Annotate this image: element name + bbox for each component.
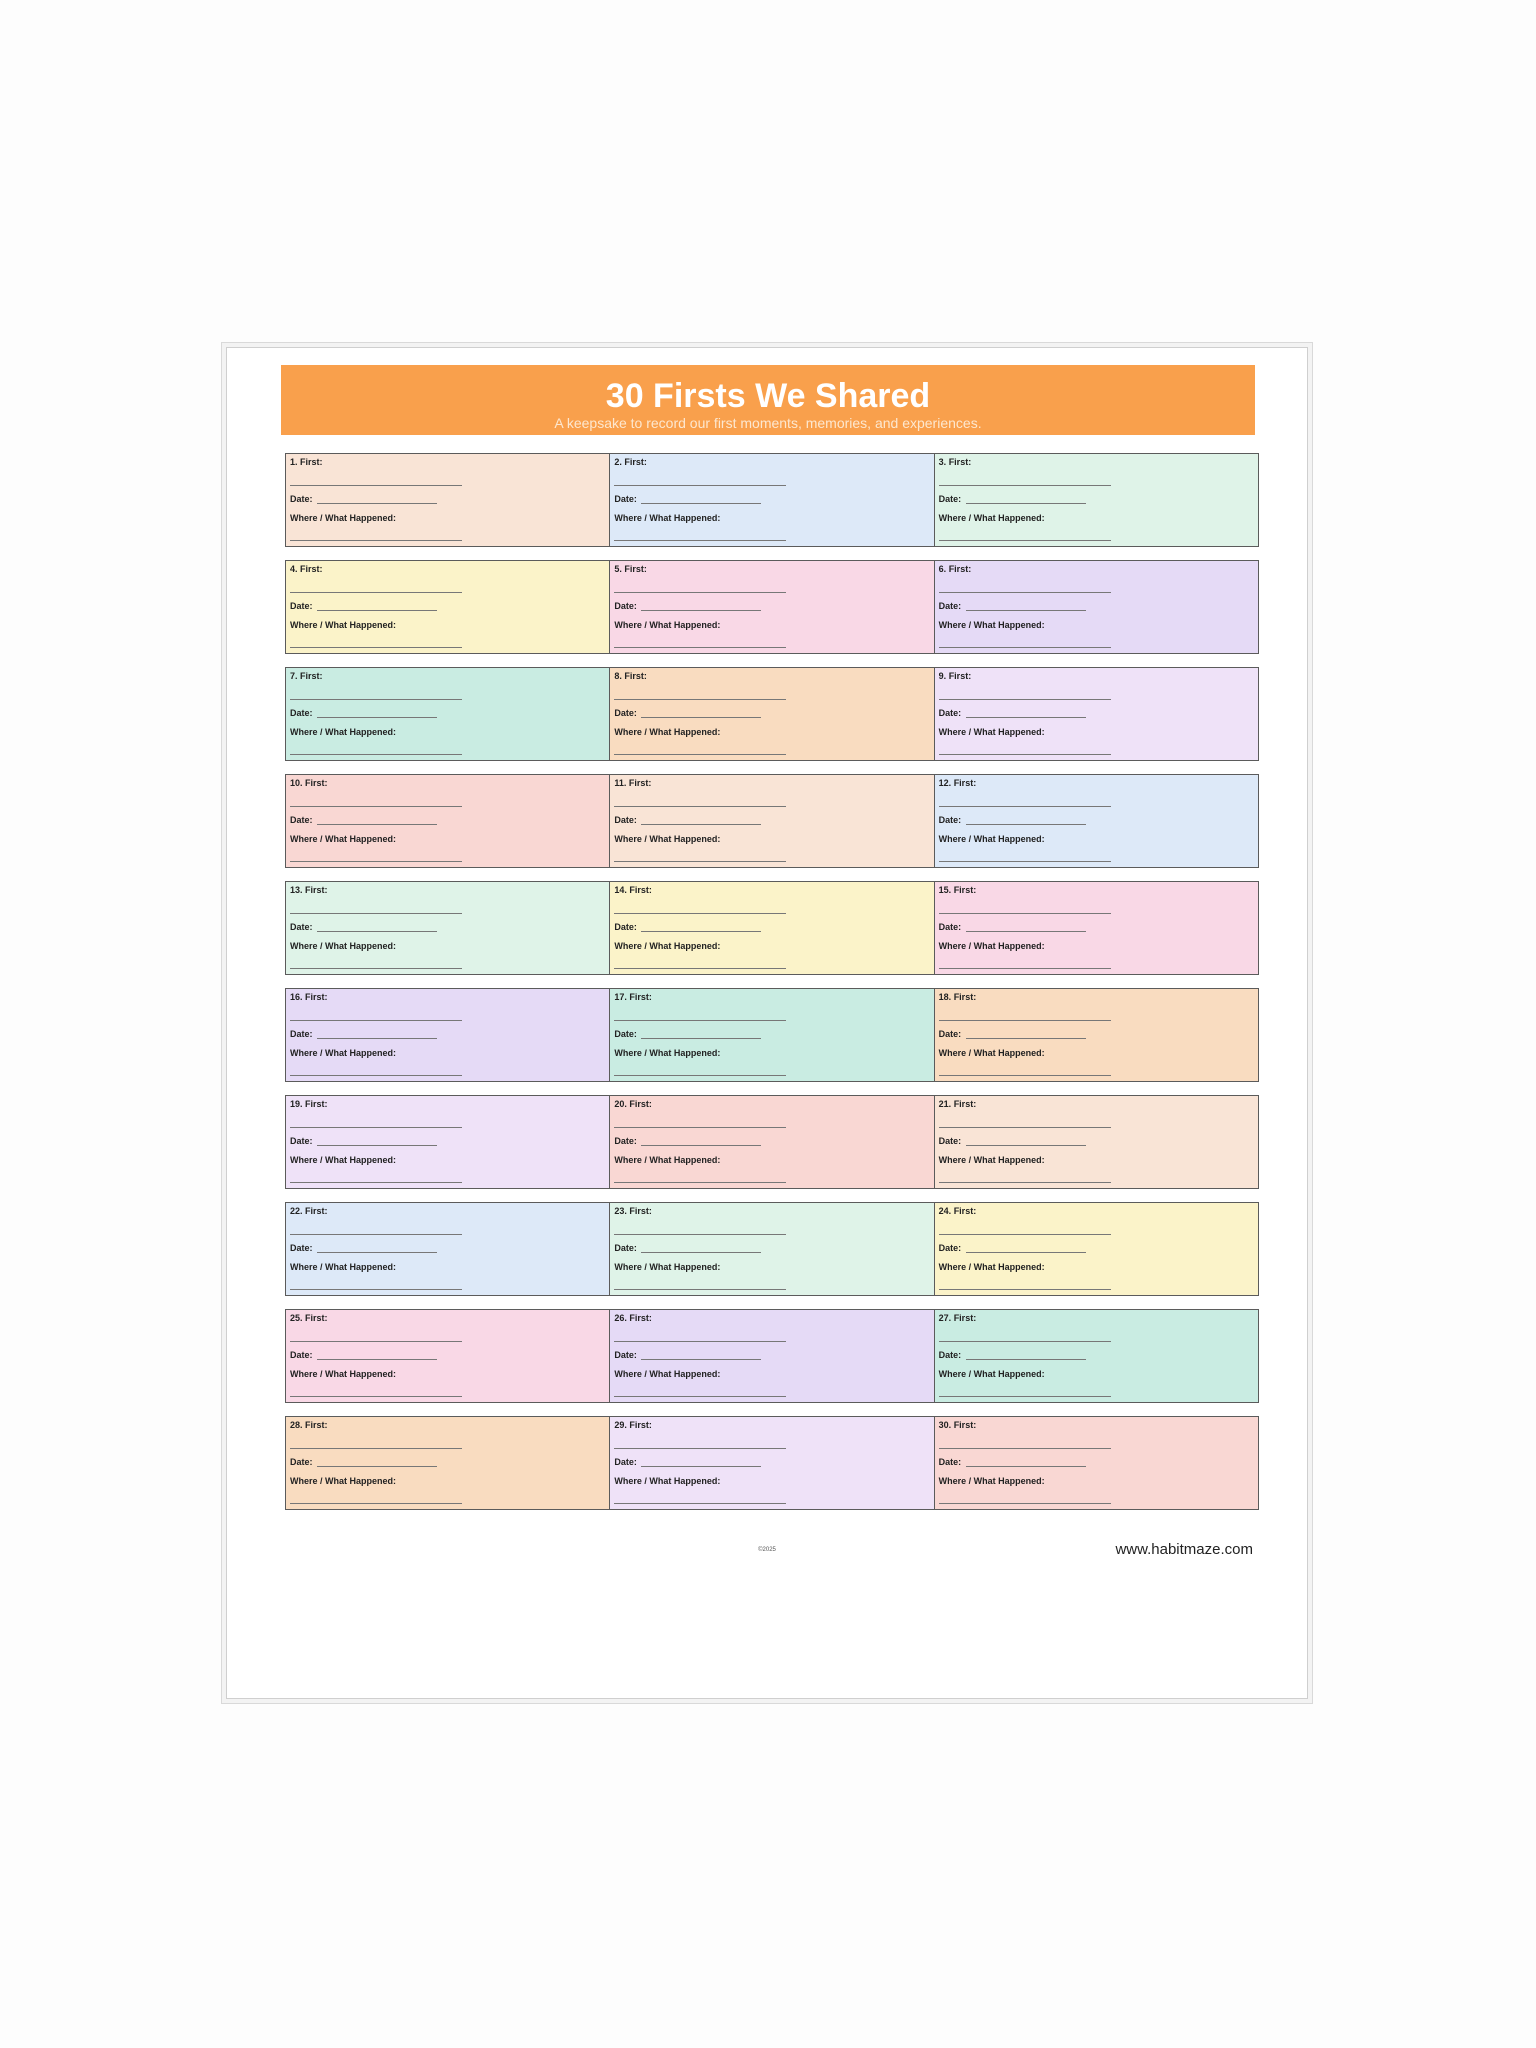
where-write-line[interactable] <box>290 1182 462 1183</box>
date-label: Date: <box>614 1136 637 1146</box>
date-write-line[interactable] <box>317 1038 437 1039</box>
entry-first-label <box>939 564 972 574</box>
entry-number: 18. <box>938 992 952 1002</box>
date-label: Date: <box>290 815 313 825</box>
where-write-line[interactable] <box>614 540 786 541</box>
where-label: Where / What Happened: <box>614 1048 721 1058</box>
first-write-line[interactable] <box>290 913 462 914</box>
entry-card <box>610 882 934 974</box>
first-label-text: First: <box>305 778 328 788</box>
entry-first-label <box>290 885 328 895</box>
entry-card <box>610 1203 934 1295</box>
date-label: Date: <box>614 1350 637 1360</box>
entry-first-label <box>614 1099 652 1109</box>
date-label: Date: <box>938 1136 962 1146</box>
where-write-line[interactable] <box>290 861 462 862</box>
date-write-line[interactable] <box>966 1145 1086 1146</box>
first-label-text: First: <box>305 885 328 895</box>
entry-row <box>285 1309 1259 1403</box>
entry-first-label <box>290 1206 328 1216</box>
entry-card <box>610 1096 934 1188</box>
entry-row <box>285 560 1259 654</box>
date-label: Date: <box>938 1029 962 1039</box>
entry-number: 22. <box>290 1206 303 1216</box>
entry-card <box>935 1310 1258 1402</box>
where-label: Where / What Happened: <box>290 1048 397 1058</box>
where-write-line[interactable] <box>290 540 462 541</box>
first-write-line[interactable] <box>939 592 1111 593</box>
first-write-line[interactable] <box>939 699 1111 700</box>
date-label: Date: <box>290 1350 313 1360</box>
entry-number: 12. <box>938 778 952 788</box>
where-label: Where / What Happened: <box>938 1369 1045 1379</box>
entry-first-label <box>614 564 647 574</box>
first-label-text: First: <box>953 992 977 1002</box>
first-write-line[interactable] <box>290 699 462 700</box>
entry-number: 25. <box>290 1313 303 1323</box>
entry-card <box>935 668 1258 760</box>
first-label-text: First: <box>305 1099 328 1109</box>
date-label: Date: <box>614 922 637 932</box>
entry-number: 16. <box>290 992 303 1002</box>
where-write-line[interactable] <box>614 968 786 969</box>
first-label-text: First: <box>305 992 328 1002</box>
where-label: Where / What Happened: <box>938 1048 1045 1058</box>
first-label-text: First: <box>300 671 323 681</box>
first-write-line[interactable] <box>290 592 462 593</box>
date-write-line[interactable] <box>641 824 761 825</box>
date-write-line[interactable] <box>641 1466 761 1467</box>
entry-first-label <box>939 1206 977 1216</box>
first-label-text: First: <box>629 1099 652 1109</box>
entry-card <box>610 668 934 760</box>
entry-row <box>285 774 1259 868</box>
date-write-line[interactable] <box>641 1252 761 1253</box>
where-write-line[interactable] <box>290 1503 462 1504</box>
entry-first-label <box>939 992 977 1002</box>
where-label: Where / What Happened: <box>614 941 721 951</box>
entry-number: 21. <box>938 1099 952 1109</box>
first-write-line[interactable] <box>939 1234 1111 1235</box>
date-label: Date: <box>290 601 313 611</box>
entry-card <box>286 1310 610 1402</box>
entry-first-label <box>290 671 323 681</box>
date-label: Date: <box>614 494 637 504</box>
entry-number: 17. <box>614 992 627 1002</box>
entry-number: 30. <box>938 1420 952 1430</box>
entry-number: 20. <box>614 1099 627 1109</box>
where-write-line[interactable] <box>290 754 462 755</box>
date-label: Date: <box>290 708 313 718</box>
entry-first-label <box>290 992 328 1002</box>
entry-card <box>935 882 1258 974</box>
entry-first-label <box>939 1420 977 1430</box>
first-label-text: First: <box>953 885 977 895</box>
entry-first-label <box>939 671 972 681</box>
first-label-text: First: <box>628 778 652 788</box>
where-label: Where / What Happened: <box>290 1262 397 1272</box>
entry-first-label <box>614 1313 652 1323</box>
where-write-line[interactable] <box>614 861 786 862</box>
date-label: Date: <box>290 922 313 932</box>
date-label: Date: <box>938 494 962 504</box>
entry-first-label <box>290 1313 328 1323</box>
date-write-line[interactable] <box>966 931 1086 932</box>
entry-first-label <box>290 1099 328 1109</box>
entry-first-label <box>290 457 323 467</box>
entry-card <box>610 561 934 653</box>
entry-number: 8. <box>614 671 622 681</box>
date-write-line[interactable] <box>966 1038 1086 1039</box>
first-write-line[interactable] <box>614 1341 786 1342</box>
where-write-line[interactable] <box>614 647 786 648</box>
where-label: Where / What Happened: <box>614 1262 721 1272</box>
entry-number: 23. <box>614 1206 627 1216</box>
date-label: Date: <box>938 815 962 825</box>
entry-row <box>285 881 1259 975</box>
date-write-line[interactable] <box>966 503 1086 504</box>
title-banner <box>281 365 1255 435</box>
first-write-line[interactable] <box>614 1020 786 1021</box>
entry-first-label <box>939 1313 977 1323</box>
entry-card <box>286 775 610 867</box>
first-write-line[interactable] <box>939 1341 1111 1342</box>
first-write-line[interactable] <box>290 485 462 486</box>
where-write-line[interactable] <box>939 1075 1111 1076</box>
entry-first-label <box>614 778 651 788</box>
where-write-line[interactable] <box>614 754 786 755</box>
date-label: Date: <box>938 708 962 718</box>
first-write-line[interactable] <box>290 1341 462 1342</box>
where-label: Where / What Happened: <box>290 1476 397 1486</box>
date-write-line[interactable] <box>966 1252 1086 1253</box>
first-label-text: First: <box>629 992 652 1002</box>
entry-number: 6. <box>938 564 947 574</box>
date-label: Date: <box>290 1457 313 1467</box>
entry-number: 24. <box>938 1206 952 1216</box>
first-label-text: First: <box>624 457 647 467</box>
entry-card <box>610 989 934 1081</box>
first-label-text: First: <box>953 778 977 788</box>
first-write-line[interactable] <box>939 1020 1111 1021</box>
where-label: Where / What Happened: <box>614 727 721 737</box>
entry-number: 11. <box>614 778 627 788</box>
entry-number: 28. <box>290 1420 303 1430</box>
first-label-text: First: <box>305 1420 328 1430</box>
where-label: Where / What Happened: <box>938 941 1045 951</box>
entry-number: 26. <box>614 1313 627 1323</box>
first-write-line[interactable] <box>939 1448 1111 1449</box>
entry-number: 5. <box>614 564 622 574</box>
copyright-text: ©2025 <box>758 1547 776 1553</box>
entry-card <box>935 1417 1258 1509</box>
date-write-line[interactable] <box>641 503 761 504</box>
date-write-line[interactable] <box>966 610 1086 611</box>
where-write-line[interactable] <box>939 1396 1111 1397</box>
where-write-line[interactable] <box>290 1289 462 1290</box>
entry-number: 4. <box>290 564 298 574</box>
where-label: Where / What Happened: <box>290 1155 397 1165</box>
date-label: Date: <box>614 1243 637 1253</box>
entry-number: 27. <box>938 1313 952 1323</box>
entry-first-label <box>939 885 977 895</box>
entry-first-label <box>614 992 652 1002</box>
date-write-line[interactable] <box>966 1359 1086 1360</box>
entry-first-label <box>290 564 323 574</box>
entry-row <box>285 988 1259 1082</box>
entry-first-label <box>614 1420 652 1430</box>
entry-row <box>285 667 1259 761</box>
first-write-line[interactable] <box>614 913 786 914</box>
first-label-text: First: <box>953 1206 977 1216</box>
entry-card <box>935 561 1258 653</box>
date-label: Date: <box>938 1243 962 1253</box>
first-write-line[interactable] <box>290 1234 462 1235</box>
first-write-line[interactable] <box>614 592 786 593</box>
where-write-line[interactable] <box>614 1396 786 1397</box>
entry-first-label <box>290 1420 328 1430</box>
date-write-line[interactable] <box>317 1252 437 1253</box>
entry-card <box>935 989 1258 1081</box>
where-label: Where / What Happened: <box>290 513 397 523</box>
entry-row <box>285 1202 1259 1296</box>
date-label: Date: <box>614 815 637 825</box>
first-write-line[interactable] <box>614 699 786 700</box>
entry-number: 2. <box>614 457 622 467</box>
entry-card <box>935 1096 1258 1188</box>
entry-first-label <box>939 1099 977 1109</box>
first-label-text: First: <box>624 671 647 681</box>
where-write-line[interactable] <box>614 1503 786 1504</box>
entry-row <box>285 1095 1259 1189</box>
where-write-line[interactable] <box>290 1075 462 1076</box>
first-write-line[interactable] <box>614 1448 786 1449</box>
first-write-line[interactable] <box>290 1020 462 1021</box>
where-write-line[interactable] <box>939 1503 1111 1504</box>
where-label: Where / What Happened: <box>614 834 721 844</box>
first-write-line[interactable] <box>614 1127 786 1128</box>
where-write-line[interactable] <box>939 861 1111 862</box>
entry-first-label <box>614 885 652 895</box>
date-label: Date: <box>290 1243 313 1253</box>
where-write-line[interactable] <box>614 1182 786 1183</box>
first-label-text: First: <box>305 1206 328 1216</box>
where-label: Where / What Happened: <box>938 727 1045 737</box>
date-label: Date: <box>938 922 962 932</box>
entry-row <box>285 1416 1259 1510</box>
entry-row <box>285 453 1259 547</box>
where-write-line[interactable] <box>614 1289 786 1290</box>
entry-first-label <box>939 457 972 467</box>
date-write-line[interactable] <box>966 824 1086 825</box>
first-write-line[interactable] <box>290 1448 462 1449</box>
entry-first-label <box>614 457 647 467</box>
entry-card <box>286 989 610 1081</box>
where-label: Where / What Happened: <box>938 513 1045 523</box>
page-title: 30 Firsts We Shared <box>605 377 931 415</box>
date-label: Date: <box>290 494 313 504</box>
entry-number: 29. <box>614 1420 627 1430</box>
first-write-line[interactable] <box>614 1234 786 1235</box>
website-link[interactable]: www.habitmaze.com <box>1115 1541 1253 1558</box>
date-write-line[interactable] <box>317 717 437 718</box>
first-label-text: First: <box>300 564 323 574</box>
where-label: Where / What Happened: <box>614 1155 721 1165</box>
date-write-line[interactable] <box>317 1359 437 1360</box>
entry-card <box>286 668 610 760</box>
where-label: Where / What Happened: <box>938 620 1045 630</box>
where-write-line[interactable] <box>939 1182 1111 1183</box>
where-label: Where / What Happened: <box>614 620 721 630</box>
entry-card <box>610 454 934 546</box>
date-write-line[interactable] <box>641 610 761 611</box>
where-label: Where / What Happened: <box>938 1476 1045 1486</box>
entry-number: 3. <box>938 457 947 467</box>
where-label: Where / What Happened: <box>290 941 397 951</box>
entry-card <box>935 1203 1258 1295</box>
entry-first-label <box>939 778 977 788</box>
first-label-text: First: <box>948 564 972 574</box>
date-label: Date: <box>614 708 637 718</box>
first-label-text: First: <box>629 885 652 895</box>
entry-number: 15. <box>938 885 952 895</box>
date-write-line[interactable] <box>317 824 437 825</box>
first-label-text: First: <box>629 1313 652 1323</box>
first-label-text: First: <box>300 457 323 467</box>
first-write-line[interactable] <box>939 485 1111 486</box>
entry-card <box>935 775 1258 867</box>
entry-card <box>935 454 1258 546</box>
worksheet-page <box>226 347 1308 1699</box>
entry-card <box>286 1096 610 1188</box>
date-label: Date: <box>938 601 962 611</box>
entry-card <box>610 775 934 867</box>
first-label-text: First: <box>953 1313 977 1323</box>
entry-card <box>610 1310 934 1402</box>
date-label: Date: <box>614 1029 637 1039</box>
first-label-text: First: <box>629 1206 652 1216</box>
where-write-line[interactable] <box>939 1289 1111 1290</box>
where-label: Where / What Happened: <box>290 727 397 737</box>
where-write-line[interactable] <box>614 1075 786 1076</box>
entry-card <box>286 454 610 546</box>
firsts-grid <box>285 453 1259 1523</box>
date-label: Date: <box>938 1350 962 1360</box>
date-write-line[interactable] <box>317 1466 437 1467</box>
first-write-line[interactable] <box>939 1127 1111 1128</box>
where-label: Where / What Happened: <box>290 834 397 844</box>
first-label-text: First: <box>953 1099 977 1109</box>
first-label-text: First: <box>948 457 972 467</box>
date-label: Date: <box>938 1457 962 1467</box>
where-write-line[interactable] <box>939 754 1111 755</box>
first-write-line[interactable] <box>614 485 786 486</box>
first-write-line[interactable] <box>939 913 1111 914</box>
entry-number: 9. <box>938 671 947 681</box>
date-write-line[interactable] <box>641 1359 761 1360</box>
date-label: Date: <box>614 601 637 611</box>
entry-card <box>610 1417 934 1509</box>
where-label: Where / What Happened: <box>938 1155 1045 1165</box>
page-subtitle: A keepsake to record our first moments, memories, and experiences. <box>554 415 982 431</box>
where-label: Where / What Happened: <box>290 620 397 630</box>
where-write-line[interactable] <box>939 647 1111 648</box>
entry-number: 7. <box>290 671 298 681</box>
where-label: Where / What Happened: <box>938 834 1045 844</box>
first-write-line[interactable] <box>290 806 462 807</box>
first-write-line[interactable] <box>939 806 1111 807</box>
where-write-line[interactable] <box>939 540 1111 541</box>
first-write-line[interactable] <box>614 806 786 807</box>
entry-first-label <box>290 778 328 788</box>
where-label: Where / What Happened: <box>290 1369 397 1379</box>
entry-card <box>286 1417 610 1509</box>
entry-card <box>286 882 610 974</box>
date-write-line[interactable] <box>317 503 437 504</box>
date-write-line[interactable] <box>966 1466 1086 1467</box>
date-write-line[interactable] <box>641 931 761 932</box>
where-label: Where / What Happened: <box>614 513 721 523</box>
entry-card <box>286 1203 610 1295</box>
first-label-text: First: <box>953 1420 977 1430</box>
entry-first-label <box>614 1206 652 1216</box>
where-write-line[interactable] <box>939 968 1111 969</box>
where-write-line[interactable] <box>290 647 462 648</box>
date-write-line[interactable] <box>317 1145 437 1146</box>
date-write-line[interactable] <box>317 610 437 611</box>
where-write-line[interactable] <box>290 1396 462 1397</box>
entry-first-label <box>614 671 647 681</box>
entry-card <box>286 561 610 653</box>
where-label: Where / What Happened: <box>614 1369 721 1379</box>
date-write-line[interactable] <box>966 717 1086 718</box>
entry-number: 10. <box>290 778 303 788</box>
entry-number: 1. <box>290 457 298 467</box>
first-label-text: First: <box>624 564 647 574</box>
date-label: Date: <box>290 1029 313 1039</box>
first-write-line[interactable] <box>290 1127 462 1128</box>
entry-number: 19. <box>290 1099 303 1109</box>
first-label-text: First: <box>948 671 972 681</box>
where-write-line[interactable] <box>290 968 462 969</box>
first-label-text: First: <box>305 1313 328 1323</box>
date-write-line[interactable] <box>641 1145 761 1146</box>
date-write-line[interactable] <box>317 931 437 932</box>
where-label: Where / What Happened: <box>938 1262 1045 1272</box>
date-write-line[interactable] <box>641 717 761 718</box>
first-label-text: First: <box>629 1420 652 1430</box>
date-label: Date: <box>290 1136 313 1146</box>
date-write-line[interactable] <box>641 1038 761 1039</box>
date-label: Date: <box>614 1457 637 1467</box>
where-label: Where / What Happened: <box>614 1476 721 1486</box>
entry-number: 14. <box>614 885 627 895</box>
entry-number: 13. <box>290 885 303 895</box>
